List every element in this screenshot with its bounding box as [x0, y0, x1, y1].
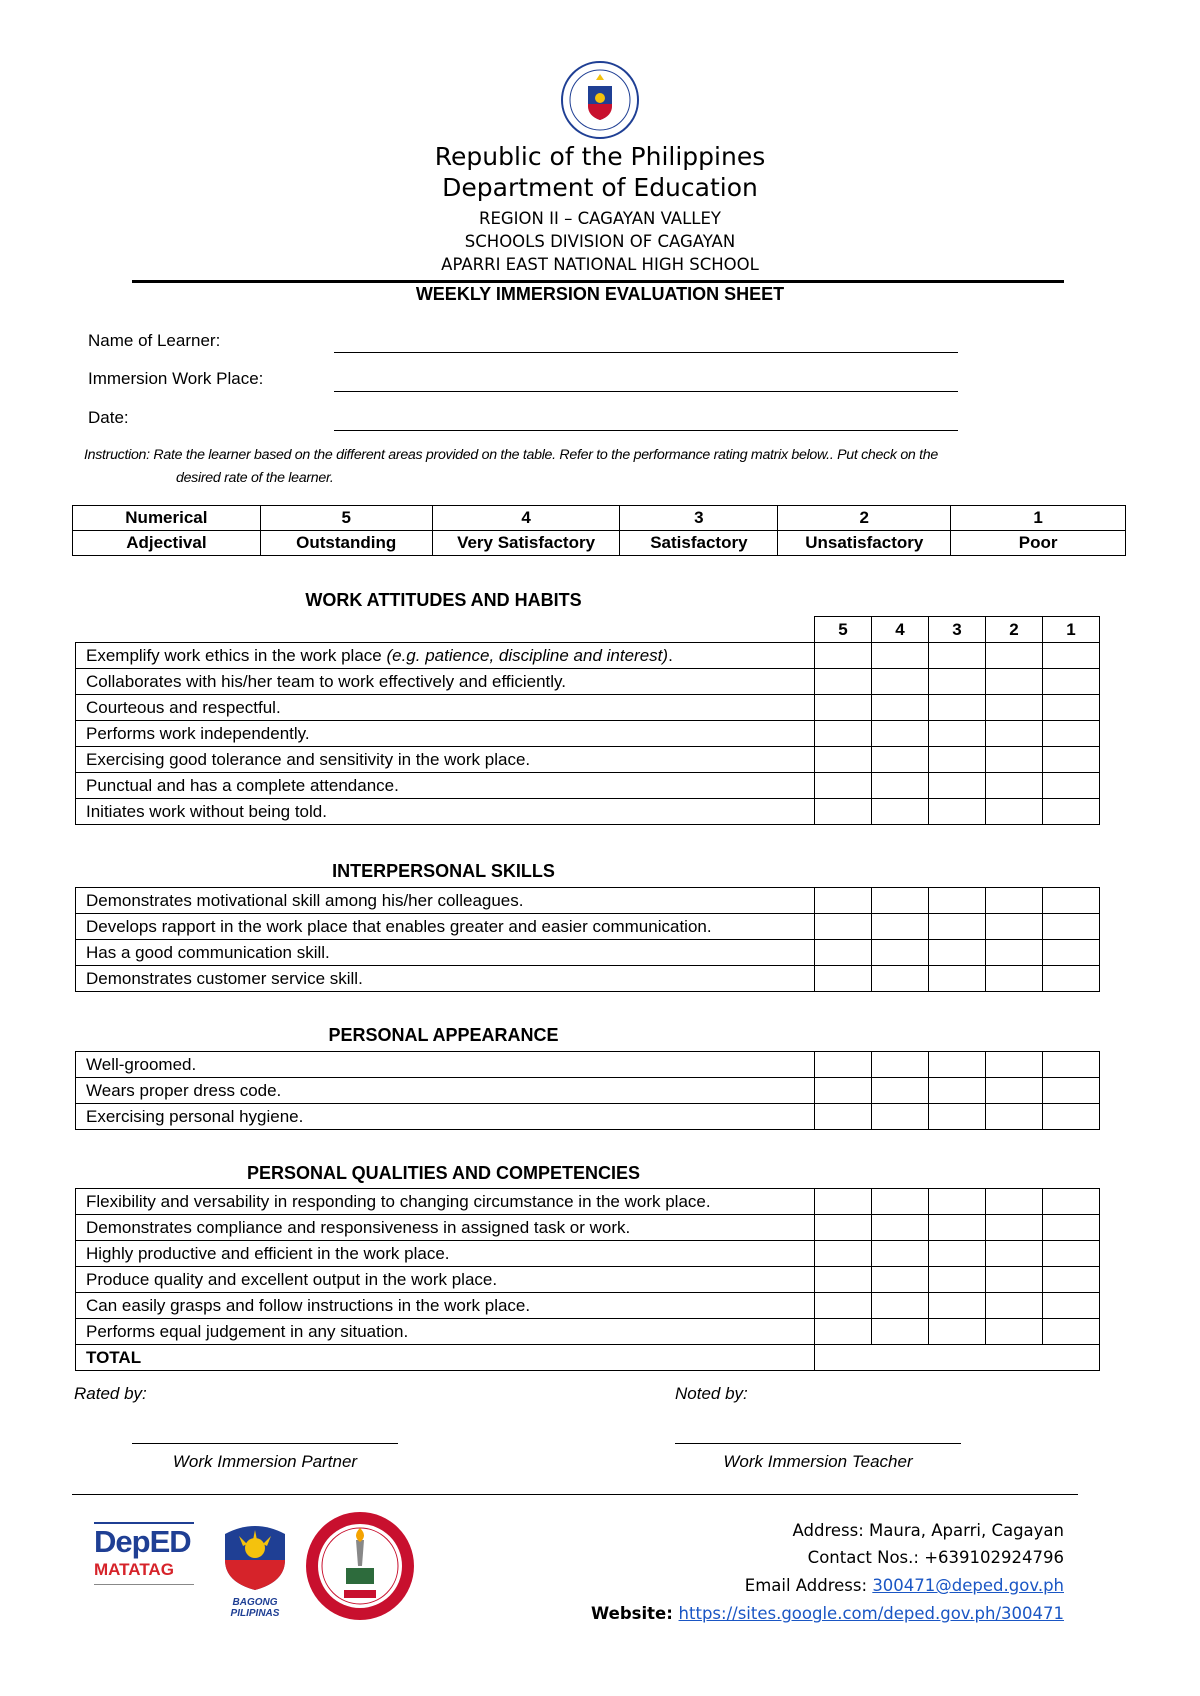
deped-matatag-logo: [94, 1522, 196, 1604]
criterion-text: Demonstrates customer service skill.: [76, 966, 815, 992]
rating-cell[interactable]: [1043, 1319, 1100, 1345]
table-row: [76, 1189, 1100, 1215]
rating-cell[interactable]: [872, 966, 929, 992]
rating-cell[interactable]: [872, 1104, 929, 1130]
workplace-label: Immersion Work Place:: [88, 369, 264, 388]
rating-cell[interactable]: [986, 940, 1043, 966]
rating-cell[interactable]: [1043, 799, 1100, 825]
rating-cell[interactable]: [1043, 966, 1100, 992]
rating-cell[interactable]: [1043, 940, 1100, 966]
qualities-table: [75, 1188, 1100, 1371]
score-header: 2: [986, 617, 1043, 643]
rating-cell[interactable]: [815, 1104, 872, 1130]
website-link[interactable]: https://sites.google.com/deped.gov.ph/300471: [678, 1604, 1064, 1623]
qualities-title: PERSONAL QUALITIES AND COMPETENCIES: [246, 1163, 641, 1183]
rating-cell[interactable]: [1043, 914, 1100, 940]
partner-signature-line[interactable]: [132, 1443, 398, 1444]
sheet-title: WEEKLY IMMERSION EVALUATION SHEET: [415, 284, 785, 304]
rating-adjective: Poor: [951, 531, 1126, 556]
rating-cell[interactable]: [929, 669, 986, 695]
republic-heading: Republic of the Philippines: [434, 142, 766, 171]
partner-label: Work Immersion Partner: [172, 1452, 358, 1471]
email-label: Email Address:: [744, 1576, 873, 1595]
criterion-text: Courteous and respectful.: [76, 695, 815, 721]
rating-score: 5: [260, 506, 432, 531]
rating-cell[interactable]: [986, 888, 1043, 914]
rating-cell[interactable]: [1043, 773, 1100, 799]
rating-cell[interactable]: [815, 643, 872, 669]
rating-cell[interactable]: [1043, 1293, 1100, 1319]
rating-cell[interactable]: [815, 1052, 872, 1078]
rating-cell[interactable]: [815, 914, 872, 940]
rating-adjective: Outstanding: [260, 531, 432, 556]
rating-cell[interactable]: [872, 773, 929, 799]
rating-cell[interactable]: [929, 914, 986, 940]
rating-cell[interactable]: [815, 966, 872, 992]
workplace-line[interactable]: [334, 391, 958, 392]
rating-cell[interactable]: [872, 695, 929, 721]
table-row: [76, 1104, 1100, 1130]
rating-score: 2: [778, 506, 951, 531]
score-header: 1: [1043, 617, 1100, 643]
rating-cell[interactable]: [929, 1267, 986, 1293]
school-seal-logo: [304, 1510, 416, 1622]
rating-cell[interactable]: [986, 1319, 1043, 1345]
table-row: [76, 721, 1100, 747]
rating-cell[interactable]: [1043, 695, 1100, 721]
criterion-text: Initiates work without being told.: [76, 799, 815, 825]
rating-cell[interactable]: [929, 966, 986, 992]
rating-cell[interactable]: [1043, 888, 1100, 914]
rating-score: 1: [951, 506, 1126, 531]
rating-cell[interactable]: [929, 1293, 986, 1319]
table-row: [76, 669, 1100, 695]
table-row: [76, 1241, 1100, 1267]
score-header: 5: [815, 617, 872, 643]
rating-cell[interactable]: [929, 643, 986, 669]
department-heading: Department of Education: [442, 173, 758, 202]
rating-cell[interactable]: [1043, 1104, 1100, 1130]
rating-cell[interactable]: [872, 1319, 929, 1345]
criterion-text: Has a good communication skill.: [76, 940, 815, 966]
rating-cell[interactable]: [986, 799, 1043, 825]
rating-adjective: Unsatisfactory: [778, 531, 951, 556]
table-row: [76, 643, 1100, 669]
rating-cell[interactable]: [986, 669, 1043, 695]
school-line: APARRI EAST NATIONAL HIGH SCHOOL: [441, 255, 759, 274]
criterion-text: Performs equal judgement in any situation.: [76, 1319, 815, 1345]
deped-seal-logo: [560, 60, 640, 140]
rating-adjective: Satisfactory: [620, 531, 778, 556]
rating-cell[interactable]: [929, 1189, 986, 1215]
rating-cell[interactable]: [872, 643, 929, 669]
criterion-text: Demonstrates motivational skill among his/her colleagues.: [76, 888, 815, 914]
adjectival-row: [73, 531, 1126, 556]
rating-cell[interactable]: [815, 1215, 872, 1241]
rating-cell[interactable]: [1043, 643, 1100, 669]
table-row: [76, 1319, 1100, 1345]
rating-cell[interactable]: [929, 747, 986, 773]
rating-cell[interactable]: [986, 643, 1043, 669]
rating-cell[interactable]: [986, 747, 1043, 773]
rating-cell[interactable]: [929, 1078, 986, 1104]
appearance-table: [75, 1051, 1100, 1130]
table-row: [76, 940, 1100, 966]
criterion-text: Demonstrates compliance and responsiveness in assigned task or work.: [76, 1215, 815, 1241]
rating-cell[interactable]: [986, 1189, 1043, 1215]
table-row: [76, 966, 1100, 992]
rating-cell[interactable]: [929, 695, 986, 721]
matatag-wordmark: MATATAG: [94, 1560, 174, 1579]
numerical-label: Numerical: [73, 506, 261, 531]
criterion-text: Well-groomed.: [76, 1052, 815, 1078]
table-row: [76, 695, 1100, 721]
criterion-text: Wears proper dress code.: [76, 1078, 815, 1104]
region-line: REGION II – CAGAYAN VALLEY: [479, 209, 721, 228]
rating-cell[interactable]: [815, 773, 872, 799]
rating-cell[interactable]: [872, 721, 929, 747]
table-row: [76, 914, 1100, 940]
rating-cell[interactable]: [815, 669, 872, 695]
rating-cell[interactable]: [929, 1052, 986, 1078]
learner-name-line[interactable]: [334, 352, 958, 353]
criterion-text: Flexibility and versability in responding to changing circumstance in the work place.: [76, 1189, 815, 1215]
rating-cell[interactable]: [872, 914, 929, 940]
rating-cell[interactable]: [872, 1189, 929, 1215]
date-line[interactable]: [334, 430, 958, 431]
rating-cell[interactable]: [815, 1189, 872, 1215]
rating-cell[interactable]: [815, 1241, 872, 1267]
criterion-text: Exemplify work ethics in the work place (e.g. patience, discipline and interest).: [76, 643, 815, 669]
rating-cell[interactable]: [929, 1215, 986, 1241]
rating-adjective: Very Satisfactory: [432, 531, 620, 556]
criterion-text: Punctual and has a complete attendance.: [76, 773, 815, 799]
numerical-row: [73, 506, 1126, 531]
rating-cell[interactable]: [1043, 1267, 1100, 1293]
table-row: [76, 1267, 1100, 1293]
rating-score: 3: [620, 506, 778, 531]
table-row: [76, 1293, 1100, 1319]
instruction-text: [84, 444, 1074, 490]
criterion-text: Develops rapport in the work place that enables greater and easier communication.: [76, 914, 815, 940]
rating-cell[interactable]: [1043, 1215, 1100, 1241]
score-header-row: [76, 617, 1100, 643]
rating-cell[interactable]: [1043, 1189, 1100, 1215]
email-link[interactable]: 300471@deped.gov.ph: [872, 1576, 1064, 1595]
header-divider: [132, 280, 1064, 283]
rating-cell[interactable]: [872, 940, 929, 966]
email-line: [745, 1576, 1064, 1595]
contact-number-text: Contact Nos.: +639102924796: [807, 1548, 1064, 1567]
rating-cell[interactable]: [815, 747, 872, 773]
table-row: [76, 1052, 1100, 1078]
table-row: [76, 888, 1100, 914]
rating-cell[interactable]: [872, 1241, 929, 1267]
rating-cell[interactable]: [872, 1215, 929, 1241]
score-header: 4: [872, 617, 929, 643]
rating-cell[interactable]: [929, 773, 986, 799]
rating-cell[interactable]: [872, 1293, 929, 1319]
bagong-pilipinas-logo: [209, 1520, 301, 1619]
rating-cell[interactable]: [872, 799, 929, 825]
rating-cell[interactable]: [986, 914, 1043, 940]
noted-by-label: Noted by:: [675, 1384, 748, 1403]
rating-cell[interactable]: [1043, 747, 1100, 773]
rating-cell[interactable]: [872, 1267, 929, 1293]
rating-cell[interactable]: [872, 747, 929, 773]
table-row: [76, 1078, 1100, 1104]
rating-cell[interactable]: [986, 695, 1043, 721]
address-text: Address: Maura, Aparri, Cagayan: [792, 1521, 1064, 1540]
rating-cell[interactable]: [1043, 721, 1100, 747]
rating-cell[interactable]: [872, 669, 929, 695]
total-row: [76, 1345, 1100, 1371]
work-attitudes-title: WORK ATTITUDES AND HABITS: [305, 590, 582, 610]
division-line: SCHOOLS DIVISION OF CAGAYAN: [464, 232, 736, 251]
rating-cell[interactable]: [929, 888, 986, 914]
criterion-text: Performs work independently.: [76, 721, 815, 747]
criterion-text: Highly productive and efficient in the work place.: [76, 1241, 815, 1267]
deped-wordmark: DepED: [94, 1524, 191, 1559]
rated-by-label: Rated by:: [74, 1384, 147, 1403]
rating-cell[interactable]: [986, 1293, 1043, 1319]
rating-cell[interactable]: [986, 773, 1043, 799]
criterion-text: Exercising good tolerance and sensitivity in the work place.: [76, 747, 815, 773]
header-spacer: [76, 617, 815, 643]
website-label: Website:: [591, 1604, 679, 1623]
rating-cell[interactable]: [815, 1293, 872, 1319]
rating-cell[interactable]: [929, 721, 986, 747]
rating-cell[interactable]: [815, 1078, 872, 1104]
bagong-pilipinas-emblem-icon: [209, 1520, 301, 1592]
work-attitudes-table: [75, 616, 1100, 825]
rating-cell[interactable]: [986, 1104, 1043, 1130]
rating-cell[interactable]: [986, 1215, 1043, 1241]
footer-divider: [72, 1494, 1078, 1495]
rating-cell[interactable]: [986, 966, 1043, 992]
table-row: [76, 799, 1100, 825]
rating-cell[interactable]: [872, 1052, 929, 1078]
interpersonal-title: INTERPERSONAL SKILLS: [332, 861, 555, 881]
rating-cell[interactable]: [986, 1241, 1043, 1267]
adjectival-label: Adjectival: [73, 531, 261, 556]
criterion-text: Can easily grasps and follow instructions in the work place.: [76, 1293, 815, 1319]
rating-cell[interactable]: [1043, 669, 1100, 695]
rating-cell[interactable]: [929, 1319, 986, 1345]
teacher-signature-line[interactable]: [675, 1443, 961, 1444]
rating-cell[interactable]: [1043, 1052, 1100, 1078]
rating-cell[interactable]: [815, 1319, 872, 1345]
rating-score: 4: [432, 506, 620, 531]
rating-cell[interactable]: [815, 940, 872, 966]
teacher-label: Work Immersion Teacher: [723, 1452, 913, 1471]
website-line: [591, 1604, 1064, 1623]
rating-cell[interactable]: [929, 1241, 986, 1267]
rating-cell[interactable]: [929, 940, 986, 966]
rating-matrix-table: [72, 505, 1126, 556]
instruction-line-1: Instruction: Rate the learner based on the different areas provided on the table. Refer to the performance rating matrix below.. Put check on the: [84, 447, 938, 463]
date-label: Date:: [88, 408, 129, 427]
rating-cell[interactable]: [815, 721, 872, 747]
criterion-text: Exercising personal hygiene.: [76, 1104, 815, 1130]
rating-cell[interactable]: [815, 1267, 872, 1293]
rating-cell[interactable]: [815, 799, 872, 825]
criterion-text: Produce quality and excellent output in the work place.: [76, 1267, 815, 1293]
instruction-line-2: desired rate of the learner.: [176, 470, 334, 486]
rating-cell[interactable]: [1043, 1241, 1100, 1267]
rating-cell[interactable]: [986, 721, 1043, 747]
interpersonal-table: [75, 887, 1100, 992]
rating-cell[interactable]: [1043, 1078, 1100, 1104]
rating-cell[interactable]: [815, 695, 872, 721]
table-row: [76, 773, 1100, 799]
bagong-pilipinas-wordmark: BAGONG PILIPINAS: [230, 1597, 280, 1619]
rating-cell[interactable]: [872, 1078, 929, 1104]
rating-cell[interactable]: [986, 1052, 1043, 1078]
score-header: 3: [929, 617, 986, 643]
rating-cell[interactable]: [929, 1104, 986, 1130]
appearance-title: PERSONAL APPEARANCE: [328, 1025, 559, 1045]
rating-cell[interactable]: [815, 888, 872, 914]
learner-name-label: Name of Learner:: [88, 331, 221, 350]
rating-cell[interactable]: [929, 799, 986, 825]
criterion-text: Collaborates with his/her team to work effectively and efficiently.: [76, 669, 815, 695]
total-cell[interactable]: [815, 1345, 1100, 1371]
table-row: [76, 1215, 1100, 1241]
rating-cell[interactable]: [872, 888, 929, 914]
rating-cell[interactable]: [986, 1078, 1043, 1104]
total-label: TOTAL: [76, 1345, 815, 1371]
rating-cell[interactable]: [986, 1267, 1043, 1293]
table-row: [76, 747, 1100, 773]
